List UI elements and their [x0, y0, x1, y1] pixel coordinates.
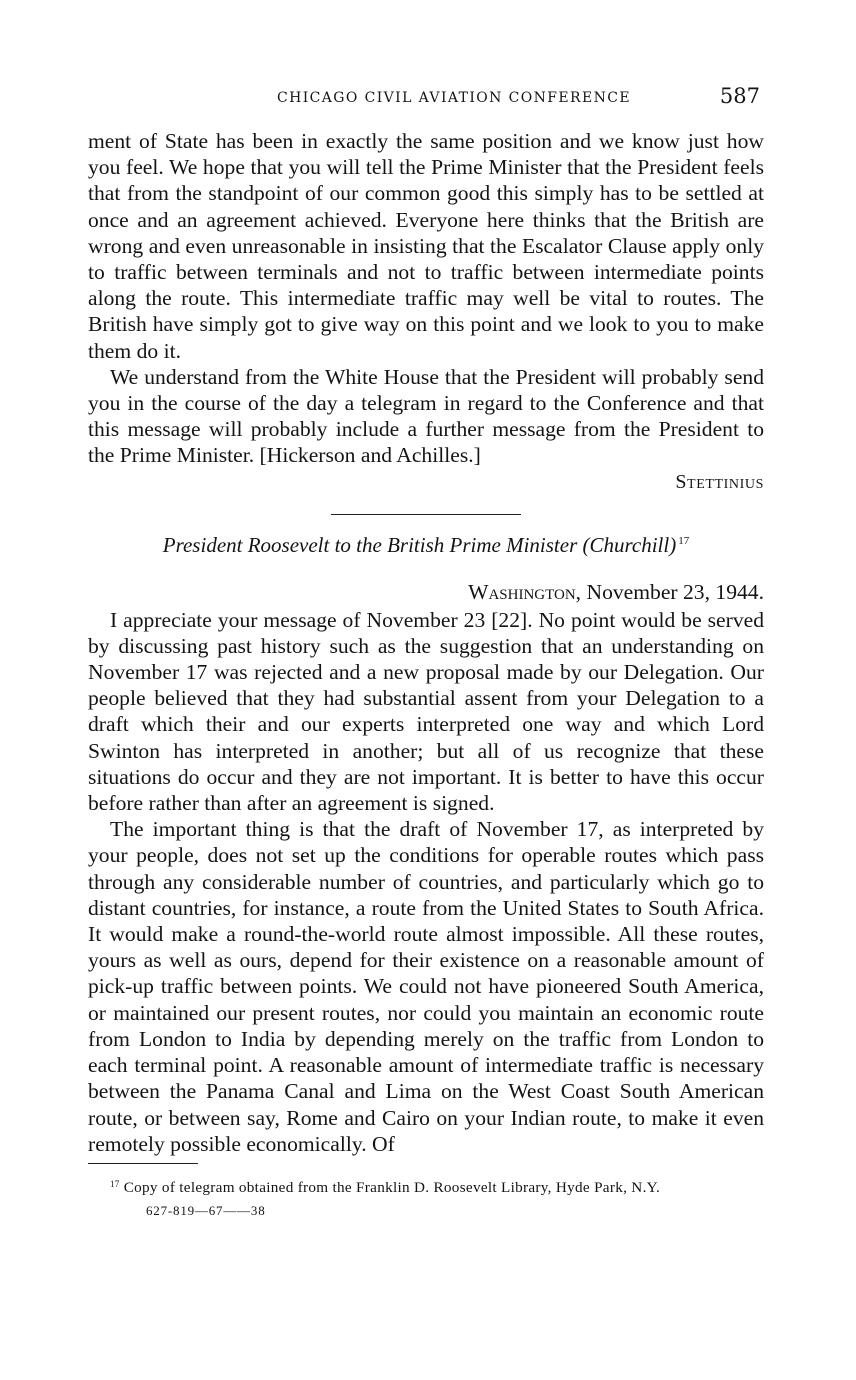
dateline-date: , November 23, 1944. — [575, 579, 764, 604]
footnote-divider — [88, 1163, 198, 1164]
dateline — [88, 580, 764, 605]
running-title: CHICAGO CIVIL AVIATION CONFERENCE — [277, 90, 631, 106]
footnote — [88, 1176, 764, 1196]
running-head — [88, 84, 764, 114]
page-number: 587 — [719, 84, 760, 108]
footnote-reference: 17 — [678, 534, 690, 547]
previous-document-body — [88, 128, 764, 469]
paragraph: The important thing is that the draft of November 17, as interpreted by your people, does not set up the conditions for operable routes which pass through any considerable number of countries, and particularly which go to distant countries, for instance, a route from the United States to South Africa. It would make a round-the-world route almost impossible. All these routes, yours as well as ours, depend for their existence on a reasonable amount of pick-up traffic between points. We could not have pioneered South America, or maintained our present routes, nor could you maintain an economic route from London to India by depending merely on the traffic from London to each terminal point. A reasonable amount of intermediate traffic is necessary between the Panama Canal and Lima on the West Coast South American route, or between say, Rome and Cairo on your Indian route, to make it even remotely possible economically. Of — [88, 817, 764, 1156]
document-heading — [88, 533, 764, 558]
paragraph: I appreciate your message of November 23 [22]. No point would be served by discussing past history such as the suggestion that an understanding on November 17 was rejected and a new proposal made by our Delegation. Our people believed that they had substantial assent from your Delegation to a draft which their and our experts interpreted one way and which Lord Swinton has interpreted in another; but all of us recognize that these situations do occur and they are not important. It is better to have this occur before rather than after an agreement is signed. — [88, 607, 764, 816]
document-body — [88, 607, 764, 1157]
dateline-place: Washington — [468, 579, 576, 604]
paragraph: ment of State has been in exactly the same position and we know just how you feel. We hope that you will tell the Prime Minister that the President feels that from the standpoint of our common good this simply has to be settled at once and an agreement achieved. Everyone here thinks that the British are wrong and even unreasonable in insisting that the Escalator Clause apply only to traffic between terminals and not to traffic between intermediate points along the route. This intermediate traffic may well be vital to routes. The British have simply got to give way on this point and we look to you to make them do it. — [88, 129, 764, 363]
heading-text: President Roosevelt to the British Prime Minister (Churchill) — [162, 532, 677, 557]
footnote-marker: 17 — [110, 1178, 120, 1189]
footnote-text: Copy of telegram obtained from the Franklin D. Roosevelt Library, Hyde Park, N.Y. — [123, 1178, 661, 1196]
section-divider — [331, 514, 521, 515]
print-code: 627-819—67——38 — [146, 1202, 266, 1218]
signature: Stettinius — [675, 470, 764, 493]
paragraph: We understand from the White House that the President will probably send you in the course of the day a telegram in regard to the Conference and that this message will probably include a further message from the President to the Prime Minister. [Hickerson and Achilles.] — [88, 364, 764, 468]
document-page — [88, 84, 764, 1219]
